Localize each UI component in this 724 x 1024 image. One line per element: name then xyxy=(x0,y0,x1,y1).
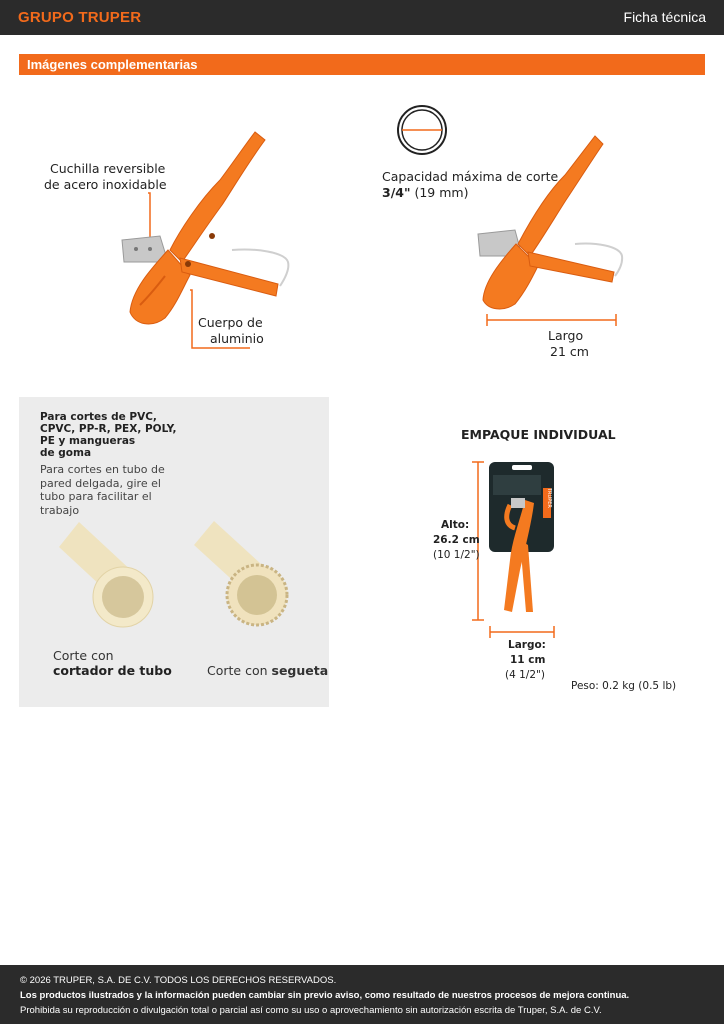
brand-logo: GRUPO TRUPER xyxy=(18,9,142,26)
cut-title-line: PE y mangueras xyxy=(40,435,136,447)
footer xyxy=(0,965,724,1024)
footer-prohibition: Prohibida su reproducción o divulgación total o parcial así como su uso o aprovechamiento sin autorización escrita de Truper, S.A. de C.V. xyxy=(20,1005,602,1016)
package-height-imperial: (10 1/2") xyxy=(433,549,480,561)
package-length-imperial: (4 1/2") xyxy=(505,669,545,681)
callout-body-line2: aluminio xyxy=(210,331,264,346)
length-label: Largo xyxy=(548,328,584,343)
callout-blade-line2: de acero inoxidable xyxy=(44,177,167,192)
package-height-metric: 26.2 cm xyxy=(433,534,480,546)
cut-title-line: CPVC, PP-R, PEX, POLY, xyxy=(40,423,177,435)
section-title: Imágenes complementarias xyxy=(27,57,198,72)
cut-title-line: de goma xyxy=(40,447,92,459)
cut-body-line: Para cortes en tubo de xyxy=(40,463,165,476)
callout-body-line1: Cuerpo de xyxy=(198,315,263,330)
callout-blade-line1: Cuchilla reversible xyxy=(50,161,166,176)
length-value: 21 cm xyxy=(550,344,589,359)
cut2-prefix: Corte con xyxy=(207,663,268,678)
package-height-label: Alto: xyxy=(441,519,470,531)
cut-title-line: Para cortes de PVC, xyxy=(40,411,157,423)
footer-copyright: © 2026 TRUPER, S.A. DE C.V. TODOS LOS DERECHOS RESERVADOS. xyxy=(20,975,337,986)
card-brand-label: TRUPER xyxy=(546,488,552,508)
document-type: Ficha técnica xyxy=(623,9,706,25)
packaging-title: EMPAQUE INDIVIDUAL xyxy=(461,427,616,442)
cut1-line1: Corte con xyxy=(53,648,114,663)
package-weight: Peso: 0.2 kg (0.5 lb) xyxy=(571,680,677,692)
cut-body-line: tubo para facilitar el xyxy=(40,490,152,503)
capacity-value-imperial: 3/4" xyxy=(382,185,411,200)
package-length-label: Largo: xyxy=(508,639,546,651)
cut-body-line: trabajo xyxy=(40,503,80,517)
cut-body-line: pared delgada, gire el xyxy=(40,476,161,490)
cut1-line2: cortador de tubo xyxy=(53,663,172,678)
cut2-bold: segueta xyxy=(271,663,329,678)
footer-notice: Los productos ilustrados y la información pueden cambiar sin previo aviso, como resultado de nuestros procesos de mejora continua. xyxy=(20,990,630,1001)
capacity-value-metric: (19 mm) xyxy=(414,185,469,200)
package-length-metric: 11 cm xyxy=(510,654,546,666)
capacity-label: Capacidad máxima de corte xyxy=(382,169,559,184)
